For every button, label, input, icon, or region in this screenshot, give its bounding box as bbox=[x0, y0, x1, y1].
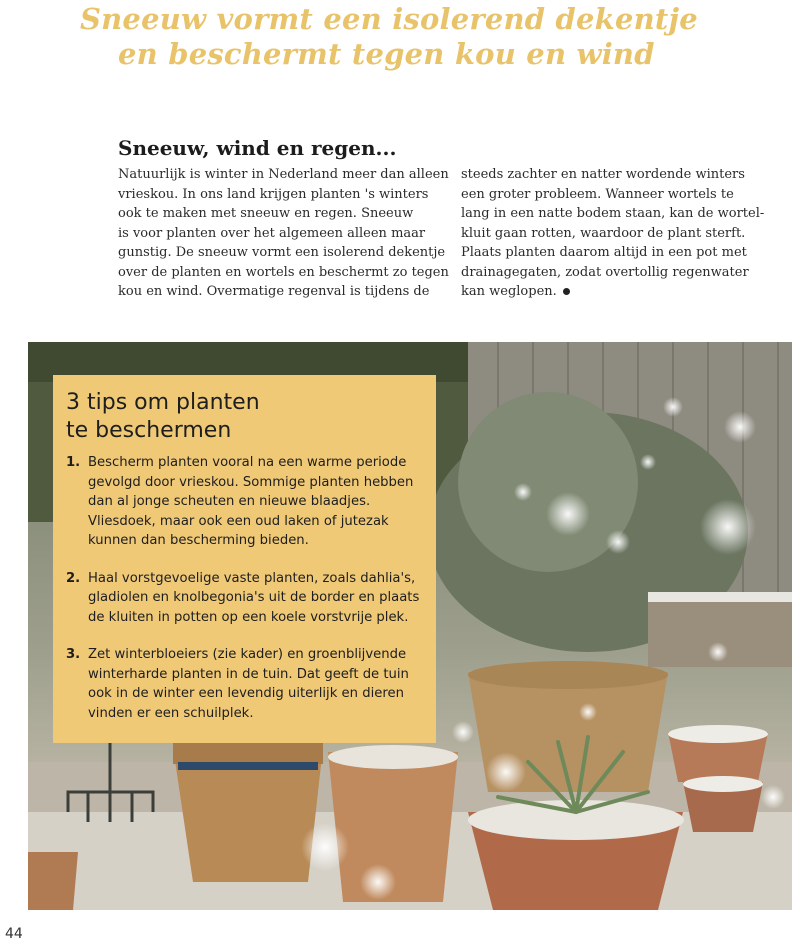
tip-line: kunnen dan bescherming bieden. bbox=[88, 533, 309, 548]
tip-line: vinden er een schuilplek. bbox=[88, 705, 254, 721]
tip-item bbox=[66, 453, 422, 551]
article-column-2 bbox=[461, 165, 764, 302]
headline bbox=[80, 2, 780, 72]
article-line: ook te maken met sneeuw en regen. Sneeuw bbox=[118, 206, 414, 221]
tip-line: gevolgd door vrieskou. Sommige planten hebben bbox=[88, 474, 414, 490]
tips-title-line-1: 3 tips om planten bbox=[66, 390, 260, 415]
article-line: Plaats planten daarom altijd in een pot met bbox=[461, 245, 747, 260]
article-line: Natuurlijk is winter in Nederland meer dan alleen bbox=[118, 167, 449, 182]
article-line: lang in een natte bodem staan, kan de wortel- bbox=[461, 206, 765, 221]
headline-line-1: Sneeuw vormt een isolerend dekentje bbox=[80, 2, 698, 36]
article-title: Sneeuw, wind en regen... bbox=[118, 136, 397, 160]
article-line: gunstig. De sneeuw vormt een isolerend dekentje bbox=[118, 245, 446, 260]
tip-line: Bescherm planten vooral na een warme periode bbox=[88, 455, 407, 470]
tip-line: gladiolen en knolbegonia's uit de border en plaats bbox=[88, 590, 420, 605]
tips-title bbox=[66, 389, 422, 445]
article-line: een groter probleem. Wanneer wortels te bbox=[461, 186, 734, 202]
article-line-text: kan weglopen. bbox=[461, 284, 557, 299]
article-line-last bbox=[461, 282, 764, 302]
article-line: drainagegaten, zodat overtollig regenwater bbox=[461, 264, 749, 280]
article-line: is voor planten over het algemeen alleen maar bbox=[118, 225, 426, 241]
tip-line: Haal vorstgevoelige vaste planten, zoals dahlia's, bbox=[88, 570, 416, 586]
tip-line: dan al jonge scheuten en nieuwe blaadjes. bbox=[88, 494, 371, 509]
tip-line: Zet winterbloeiers (zie kader) en groenblijvende bbox=[88, 647, 407, 662]
end-bullet-icon bbox=[563, 288, 570, 295]
page-number: 44 bbox=[5, 926, 23, 942]
tip-item bbox=[66, 645, 422, 723]
article-column-1 bbox=[118, 165, 449, 302]
tip-number: 2. bbox=[66, 570, 81, 586]
headline-line-2: en beschermt tegen kou en wind bbox=[118, 37, 655, 71]
article-line: kou en wind. Overmatige regenval is tijdens de bbox=[118, 284, 430, 299]
tip-line: ook in de winter een levendig uiterlijk en dieren bbox=[88, 686, 404, 701]
tip-line: winterharde planten in de tuin. Dat geeft de tuin bbox=[88, 666, 409, 682]
tip-line: Vliesdoek, maar ook een oud laken of jutezak bbox=[88, 513, 389, 529]
tips-list bbox=[66, 453, 422, 723]
tip-number: 1. bbox=[66, 455, 81, 470]
tips-box bbox=[53, 375, 436, 743]
tip-item bbox=[66, 569, 422, 628]
tips-title-line-2: te beschermen bbox=[66, 418, 232, 443]
article-line: steeds zachter en natter wordende winters bbox=[461, 167, 745, 182]
article-line: kluit gaan rotten, waardoor de plant sterft. bbox=[461, 225, 746, 241]
article-line: over de planten en wortels en beschermt zo tegen bbox=[118, 264, 449, 280]
tip-number: 3. bbox=[66, 647, 81, 662]
tip-line: de kluiten in potten op een koele vorstvrije plek. bbox=[88, 609, 409, 625]
article-line: vrieskou. In ons land krijgen planten 's winters bbox=[118, 186, 429, 202]
